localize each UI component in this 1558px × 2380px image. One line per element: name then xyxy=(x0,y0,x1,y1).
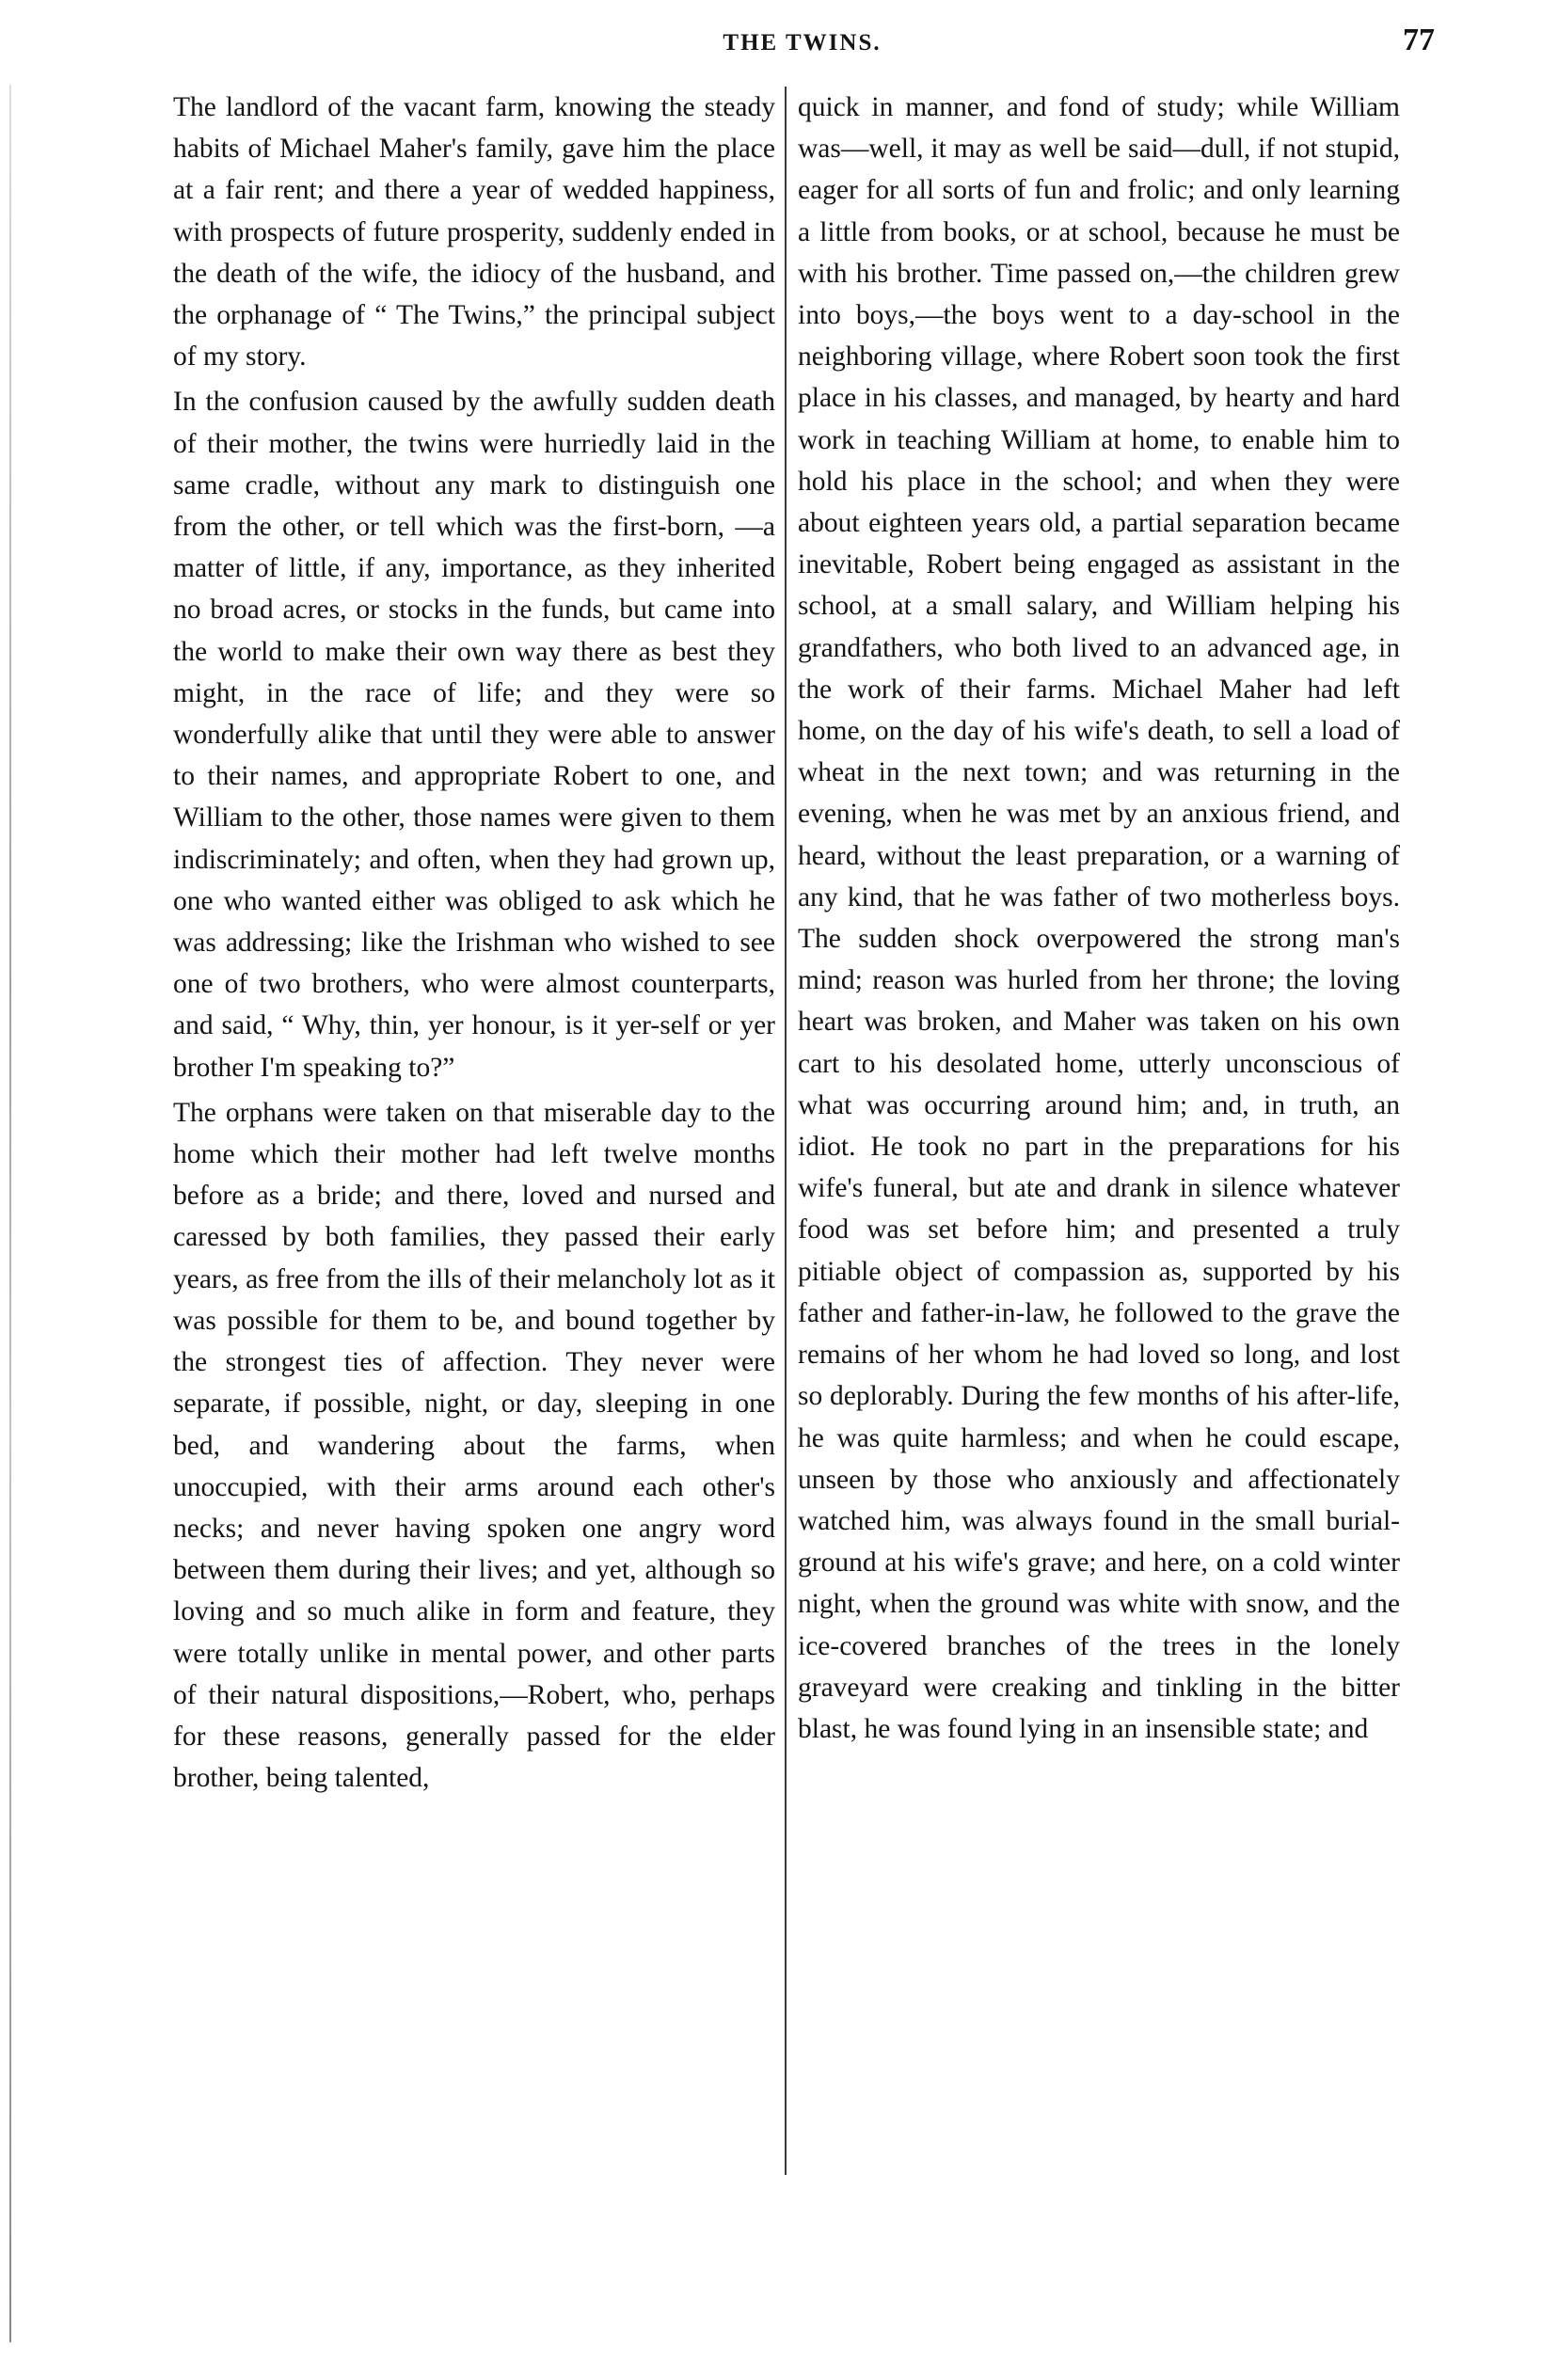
left-paragraph-2: In the confusion caused by the awfully sudden death of their mother, the twins were hurriedly laid in the same cradle, without any mark to distinguish one from the other, or tell which was the first-born, —a matter of little, if any, importance, as they inherited no broad acres, or stocks in the funds, but came into the world to make their own way there as best they might, in the race of life; and they were so wonderfully alike that until they were able to answer to their names, and appropriate Robert to one, and William to the other, those names were given to them indiscriminately; and often, when they had grown up, one who wanted either was obliged to ask which he was addressing; like the Irishman who wished to see one of two brothers, who were almost counterparts, and said, “ Why, thin, yer honour, is it yer-self or yer brother I'm speaking to?” xyxy=(173,387,775,1083)
right-paragraph-1: quick in manner, and fond of study; while William was—well, it may as well be said—dull, if not stupid, eager for all sorts of fun and frolic; and only learning a little from books, or at school, because he must be with his brother. Time passed on,—the children grew into boys,—the boys went to a day-school in the neighboring village, where Robert soon took the first place in his classes, and managed, by hearty and hard work in teaching William at home, to enable him to hold his place in the school; and when they were about eighteen years old, a partial separation became inevitable, Robert being engaged as assistant in the school, at a small salary, and William helping his grandfathers, who both lived to an advanced age, in the work of their farms. Michael Maher had left home, on the day of his wife's death, to sell a load of wheat in the next town; and was returning in the evening, when he was met by an anxious friend, and heard, without the least preparation, or a warning of any kind, that he was father of two motherless boys. The sudden shock overpowered the strong man's mind; reason was hurled from her throne; the loving heart was broken, and Maher was taken on his own cart to his desolated home, utterly unconscious of what was occurring around him; and, in truth, an idiot. He took no part in the preparations for his wife's funeral, but ate and drank in silence whatever food was set before him; and presented a truly pitiable object of compassion as, supported by his father and father-in-law, he followed to the grave the remains of her whom he had loved so long, and lost so deplorably. During the few months of his after-life, he was quite harmless; and when he could escape, unseen by those who anxiously and affectionately watched him, was always found in the small burial-ground at his wife's grave; and here, on a cold winter night, when the ground was white with snow, and the ice-covered branches of the trees in the lonely graveyard were creaking and tinkling in the bitter blast, he was found lying in an insensible state; and xyxy=(798,92,1400,1744)
left-paragraph-3: The orphans were taken on that miserable day to the home which their mother had left twelve months before as a bride; and there, loved and nursed and caressed by both families, they passed their early years, as free from the ills of their melancholy lot as it was possible for them to be, and bound together by the strongest ties of affection. They never were separate, if possible, night, or day, sleeping in one bed, and wandering about the farms, when unoccupied, with their arms around each other's necks; and never having spoken one angry word between them during their lives; and yet, although so loving and so much alike in form and feature, they were totally unlike in mental power, and other parts of their natural dispositions,—Robert, who, perhaps for these reasons, generally passed for the elder brother, being talented, xyxy=(173,1097,775,1794)
left-paragraph-1: The landlord of the vacant farm, knowing the steady habits of Michael Maher's family, gave him the place at a fair rent; and there a year of wedded happiness, with prospects of future prosperity, suddenly ended in the death of the wife, the idiocy of the husband, and the orphanage of “ The Twins,” the principal subject of my story. xyxy=(173,92,775,373)
page-number: 77 xyxy=(1403,23,1435,57)
running-head: THE TWINS. xyxy=(723,30,882,56)
page-header xyxy=(169,23,1435,70)
scan-margin-shadow xyxy=(9,85,11,2342)
left-column xyxy=(173,87,775,2175)
right-column xyxy=(798,87,1400,2175)
column-divider xyxy=(785,87,787,2175)
